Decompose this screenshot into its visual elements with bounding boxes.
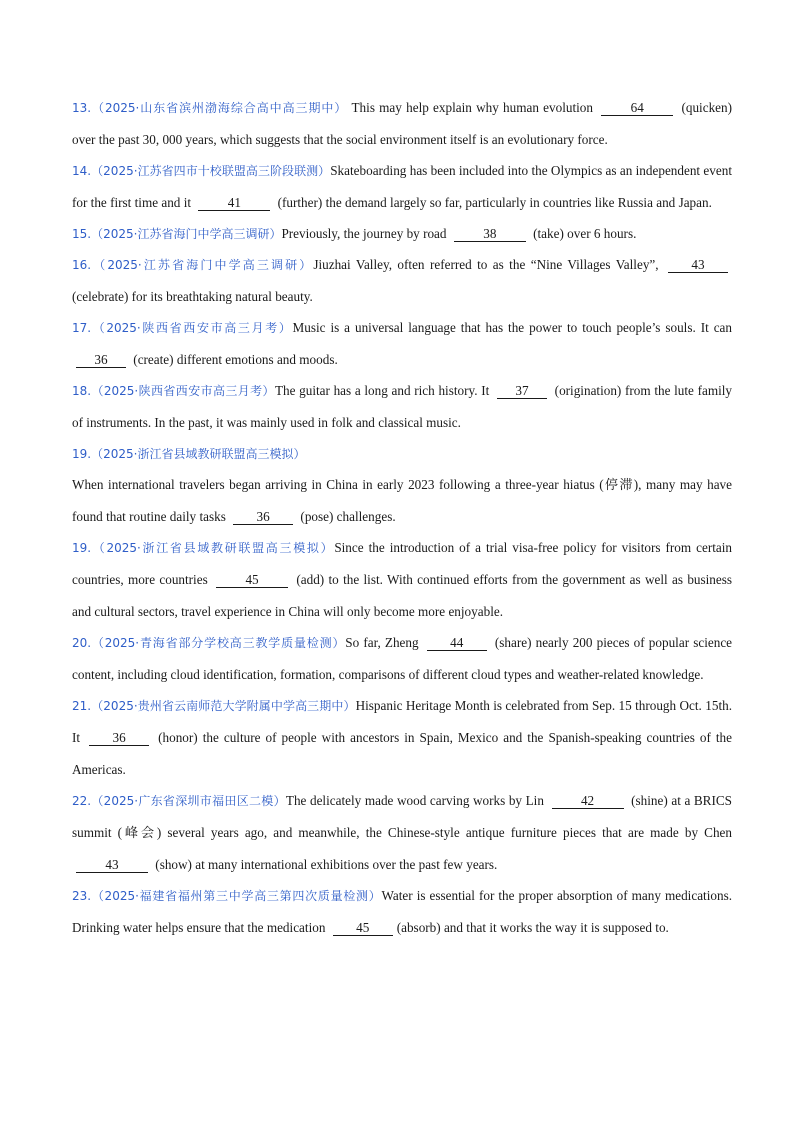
- question-text: (absorb) and that it works the way it is supposed to.: [396, 920, 669, 935]
- answer-blank: 36: [89, 730, 149, 746]
- question-text: (further) the demand largely so far, particularly in countries like Russia and Japan.: [277, 195, 712, 210]
- question-17: [72, 312, 732, 376]
- question-source: 19.（2025·浙江省县域教研联盟高三模拟）: [72, 447, 306, 461]
- question-source: 16.（2025·江苏省海门中学高三调研）: [72, 258, 314, 272]
- question-text: (origination) from the lute family of instruments. In the past, it was mainly used in folk and classical music.: [72, 383, 733, 430]
- question-text: This may help explain why human evolution: [351, 100, 593, 115]
- question-16: [72, 249, 732, 313]
- question-text: Skateboarding has been included into the Olympics as an independent event for the first time and it: [72, 163, 732, 210]
- question-text: (quicken) over the past 30, 000 years, which suggests that the social environment itself is an evolutionary force.: [72, 100, 732, 147]
- question-14: [72, 155, 732, 219]
- question-text: (pose) challenges.: [300, 509, 396, 524]
- question-text: Water is essential for the proper absorption of many medications. Drinking water helps ensure that the medication: [72, 888, 732, 935]
- question-text: Since the introduction of a trial visa-free policy for visitors from certain countries, more countries: [72, 540, 732, 587]
- document-page: [72, 92, 732, 943]
- question-text: Previously, the journey by road: [281, 226, 447, 241]
- answer-blank: 36: [76, 352, 126, 368]
- question-22: [72, 785, 732, 881]
- question-text: The delicately made wood carving works by Lin: [285, 793, 544, 808]
- question-19-text: [72, 469, 732, 533]
- question-source: 21.（2025·贵州省云南师范大学附属中学高三期中）: [72, 699, 356, 713]
- question-text: (add) to the list. With continued efforts from the government as well as business and cultural sectors, travel experience in China will only become more enjoyable.: [72, 572, 733, 619]
- question-source: 17.（2025·陕西省西安市高三月考）: [72, 321, 293, 335]
- question-19b: [72, 532, 732, 628]
- question-18: [72, 375, 732, 439]
- answer-blank: 36: [233, 509, 293, 525]
- question-text: (celebrate) for its breathtaking natural beauty.: [72, 289, 313, 304]
- question-text: The guitar has a long and rich history. It: [274, 383, 490, 398]
- question-source: 22.（2025·广东省深圳市福田区二模）: [72, 794, 286, 808]
- answer-blank: 41: [198, 195, 270, 211]
- question-text: (show) at many international exhibitions over the past few years.: [155, 857, 498, 872]
- question-text: Jiuzhai Valley, often referred to as the “Nine Villages Valley”,: [313, 257, 659, 272]
- question-source: 13.（2025·山东省滨州渤海综合高中高三期中）: [72, 101, 348, 115]
- answer-blank: 37: [497, 383, 547, 399]
- question-19-header: [72, 438, 732, 470]
- answer-blank: 38: [454, 226, 526, 242]
- question-23: [72, 880, 732, 944]
- question-text: (shine) at a BRICS summit (峰会) several years ago, and meanwhile, the Chinese-style antique furniture pieces that are made by Chen: [72, 793, 733, 840]
- question-21: [72, 690, 732, 786]
- answer-blank: 42: [552, 793, 624, 809]
- answer-blank: 45: [216, 572, 288, 588]
- answer-blank: 64: [601, 100, 673, 116]
- question-text: When international travelers began arriving in China in early 2023 following a three-year hiatus (停滞), many may have found that routine daily tasks: [72, 477, 732, 524]
- question-20: [72, 627, 732, 691]
- question-text: (share) nearly 200 pieces of popular science content, including cloud identification, formation, comparisons of different cloud types and weather-related knowledge.: [72, 635, 733, 682]
- question-source: 19.（2025·浙江省县域教研联盟高三模拟）: [72, 541, 335, 555]
- question-text: So far, Zheng: [345, 635, 419, 650]
- question-text: Hispanic Heritage Month is celebrated from Sep. 15 through Oct. 15th. It: [72, 698, 732, 745]
- question-15: [72, 218, 732, 250]
- answer-blank: 44: [427, 635, 487, 651]
- question-source: 23.（2025·福建省福州第三中学高三第四次质量检测）: [72, 889, 382, 903]
- answer-blank: 43: [76, 857, 148, 873]
- question-source: 20.（2025·青海省部分学校高三教学质量检测）: [72, 636, 346, 650]
- question-text: (honor) the culture of people with ancestors in Spain, Mexico and the Spanish-speaking countries of the Americas.: [72, 730, 733, 777]
- answer-blank: 43: [668, 257, 728, 273]
- question-source: 18.（2025·陕西省西安市高三月考）: [72, 384, 275, 398]
- question-source: 15.（2025·江苏省海门中学高三调研）: [72, 227, 282, 241]
- question-source: 14.（2025·江苏省四市十校联盟高三阶段联测）: [72, 164, 331, 178]
- question-text: (create) different emotions and moods.: [133, 352, 338, 367]
- question-text: Music is a universal language that has the power to touch people’s souls. It can: [292, 320, 733, 335]
- answer-blank: 45: [333, 920, 393, 936]
- question-13: [72, 92, 732, 156]
- question-text: (take) over 6 hours.: [533, 226, 637, 241]
